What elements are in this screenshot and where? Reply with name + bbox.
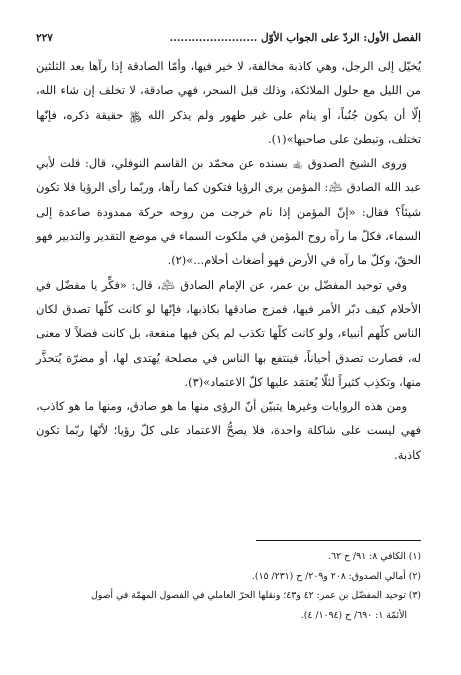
paragraph-2: وروى الشيخ الصدوق ﵀ بسنده عن محمّد بن القاسم النوفلي، قال: قلت لأبي عبد الله الصادق ﵇: المؤمن يرى الرؤيا فتكون كما رآها، وربّما رأى الرؤيا فلا تكون شيئاً؟ فقال: «إنّ المؤمن إذا نام خرجت من روحه حركة ممدودة صاعدة إلى السماء، فكلّ ما رآه روح المؤمن في ملكوت السماء في موضع التقدير والتدبير فهو الحقّ، وكلّ ما رآه في الأرض فهو أضغاث أحلام...»(٢). [36,156,421,268]
footnote-3-continuation: الأئمّة ١: ٦٩٠/ ح (١٠٩٤/ ٤). [300,609,407,621]
footnote-3: (٣) توحيد المفضّل بن عمر: ٤٢ و٤٣؛ ونقلها الحرّ العاملي في الفصول المهمّة في أصول [90,590,421,601]
paragraph-1: يُخيّل إلى الرجل، وهي كاذبة مخالفة، لا خير فيها، وأمّا الصادقة إذا رآها بعد الثلثين من الليل مع حلول الملائكة، وذلك قبل السحر، فهي صادقة، لا تخلف إن شاء الله، إلّا أن يكون جُنُباً، أو ينام على غير طهور ولم يذكر الله ﷿ حقيقة ذكره، فإنّها تختلف، وتبطئ على صاحبها»(١). [36,59,421,146]
paragraph-3: وفي توحيد المفضّل بن عمر، عن الإمام الصادق ﵇، قال: «فكِّر يا مفضّل في الأحلام كيف دبّر الأمر فيها، فمزج صادقها بكاذبها، فإنّها لو كانت كلّها تصدق لكان الناس كلّهم أنبياء، ولو كانت كلّها تكذب لم يكن فيها منفعة، بل كانت فضلاً لا معنى له، فصارت تصدق أحياناً، فينتفع بها الناس في مصلحة يُهتدى لها، أو مضرّة يُتحذَّر منها، وتكذِب كثيراً لئلّا يُعتمَد عليها كلّ الاعتماد»(٣). [36,277,421,389]
running-header [36,30,421,46]
footnote-divider [256,540,421,541]
body-text [36,54,421,467]
page-number: ٢٢٧ [36,32,53,44]
paragraph-4: ومن هذه الروايات وغيرها يتبيّن أنّ الرؤى منها ما هو صادق، ومنها ما هو كاذب، فهي ليست على شاكلة واحدة، فلا يصحُّ الاعتماد على كلّ رؤيا؛ لأنّها ربّما تكون كاذبة. [36,399,421,462]
footnote-2: (٢) أمالي الصدوق: ٢٠٨ و٢٠٩/ ح (٢٣١/ ١٥). [251,570,421,582]
footnote-1: (١) الكافي ٨: ٩١/ ح ٦٢. [328,551,421,562]
footnotes [36,547,421,625]
chapter-title: الفصل الأول: الردّ على الجواب الأوّل ........................ [169,32,421,44]
